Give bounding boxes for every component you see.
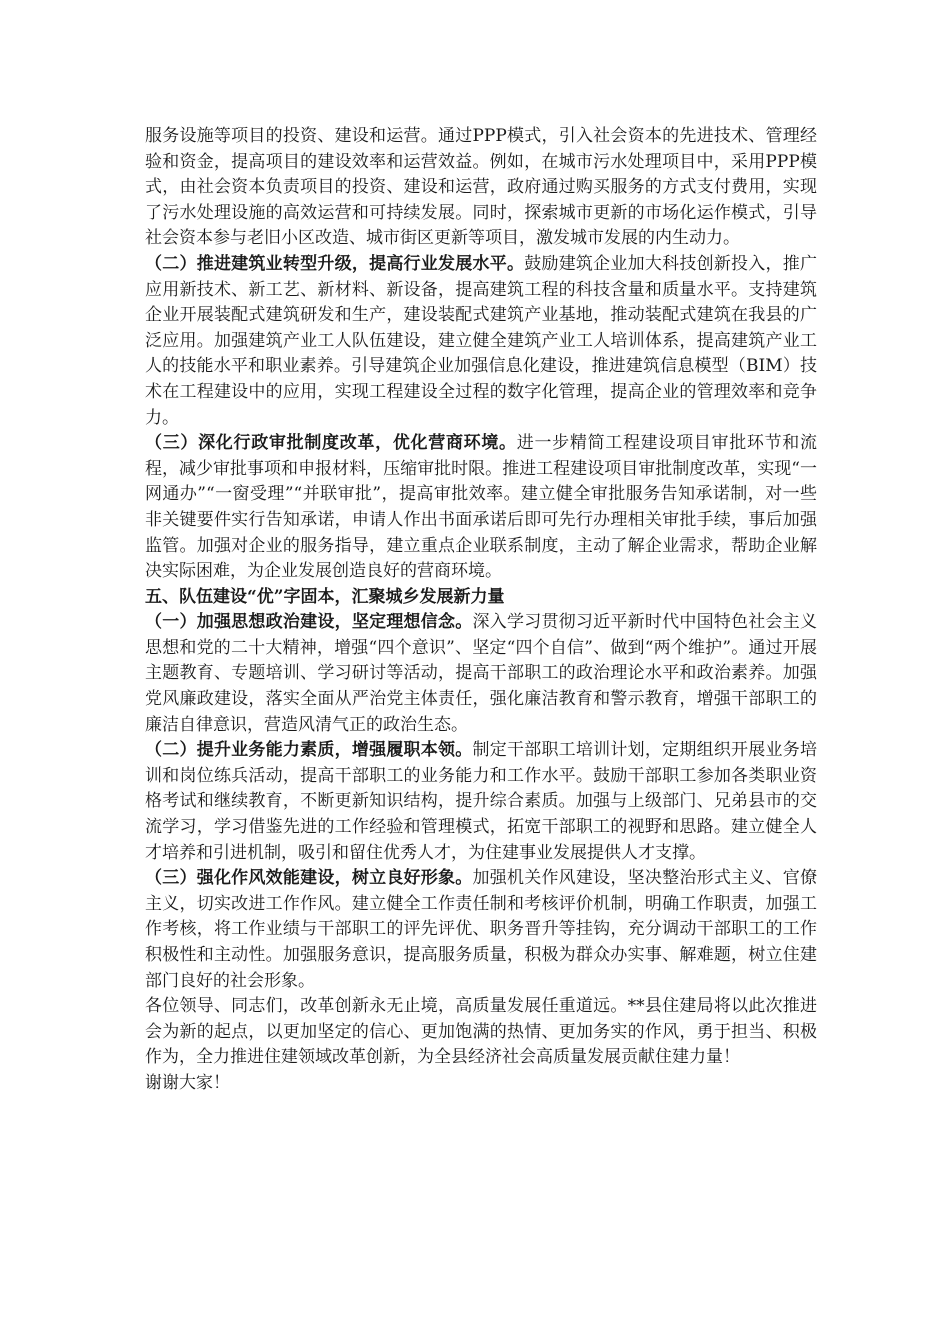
paragraph-professional-ability <box>145 738 817 866</box>
paragraph-body: 进一步精简工程建设项目审批环节和流程，减少审批事项和申报材料，压缩审批时限。推进工程建设项目审批制度改革，实现“一网通办”“一窗受理”“并联审批”，提高审批效率。建立健全审批服务告知承诺制，对一些非关键要件实行告知承诺，申请人作出书面承诺后即可先行办理相关审批手续，事后加强监管。加强对企业的服务指导，建立重点企业联系制度，主动了解企业需求，帮助企业解决实际困难，为企业发展创造良好的营商环境。 <box>145 433 818 582</box>
paragraph-administrative-approval-reform <box>145 431 817 585</box>
section-heading-team-building: 五、队伍建设“优”字固本，汇聚城乡发展新力量 <box>145 586 505 607</box>
paragraph-ppp-model <box>145 124 817 252</box>
document-body <box>145 124 817 1097</box>
paragraph-body: 各位领导、同志们，改革创新永无止境，高质量发展任重道远。**县住建局将以此次推进会为新的起点，以更加坚定的信心、更加饱满的热情、更加务实的作风，勇于担当、积极作为，全力推进住建领域改革创新，为全县经济社会高质量发展贡献住建力量！ <box>145 996 817 1068</box>
paragraph-lead: （二）推进建筑业转型升级，提高行业发展水平。 <box>145 253 525 274</box>
paragraph-body: 制定干部职工培训计划，定期组织开展业务培训和岗位练兵活动，提高干部职工的业务能力和工作水平。鼓励干部职工参加各类职业资格考试和继续教育，不断更新知识结构，提升综合素质。加强与上级部门、兄弟县市的交流学习，学习借鉴先进的工作经验和管理模式，拓宽干部职工的视野和思路。建立健全人才培养和引进机制，吸引和留住优秀人才，为住建事业发展提供人才支撑。 <box>145 740 817 863</box>
paragraph-body: 谢谢大家！ <box>145 1072 230 1093</box>
paragraph-thanks <box>145 1071 817 1097</box>
paragraph-work-style <box>145 866 817 994</box>
paragraph-political-building <box>145 610 817 738</box>
paragraph-body: 深入学习贯彻习近平新时代中国特色社会主义思想和党的二十大精神，增强“四个意识”、坚定“四个自信”、做到“两个维护”。通过开展主题教育、专题培训、学习研讨等活动，提高干部职工的政治理论水平和政治素养。加强党风廉政建设，落实全面从严治党主体责任，强化廉洁教育和警示教育，增强干部职工的廉洁自律意识，营造风清气正的政治生态。 <box>145 612 817 735</box>
paragraph-construction-industry-upgrade <box>145 252 817 431</box>
paragraph-lead: （三）深化行政审批制度改革，优化营商环境。 <box>145 433 517 454</box>
paragraph-lead: （三）强化作风效能建设，树立良好形象。 <box>145 868 473 889</box>
paragraph-body: 加强机关作风建设，坚决整治形式主义、官僚主义，切实改进工作作风。建立健全工作责任制和考核评价机制，明确工作职责，加强工作考核，将工作业绩与干部职工的评先评优、职务晋升等挂钩，充分调动干部职工的工作积极性和主动性。加强服务意识，提高服务质量，积极为群众办实事、解难题，树立住建部门良好的社会形象。 <box>145 868 817 991</box>
paragraph-lead: （一）加强思想政治建设，坚定理想信念。 <box>145 612 473 633</box>
paragraph-lead: （二）提升业务能力素质，增强履职本领。 <box>145 740 473 761</box>
paragraph-body: 服务设施等项目的投资、建设和运营。通过PPP模式，引入社会资本的先进技术、管理经验和资金，提高项目的建设效率和运营效益。例如，在城市污水处理项目中，采用PPP模式，由社会资本负责项目的投资、建设和运营，政府通过购买服务的方式支付费用，实现了污水处理设施的高效运营和可持续发展。同时，探索城市更新的市场化运作模式，引导社会资本参与老旧小区改造、城市街区更新等项目，激发城市发展的内生动力。 <box>145 126 817 249</box>
paragraph-body: 鼓励建筑企业加大科技创新投入，推广应用新技术、新工艺、新材料、新设备，提高建筑工程的科技含量和质量水平。支持建筑企业开展装配式建筑研发和生产，建设装配式建筑产业基地，推动装配式建筑在我县的广泛应用。加强建筑产业工人队伍建设，建立健全建筑产业工人培训体系，提高建筑产业工人的技能水平和职业素养。引导建筑企业加强信息化建设，推进建筑信息模型（BIM）技术在工程建设中的应用，实现工程建设全过程的数字化管理，提高企业的管理效率和竞争力。 <box>145 253 818 428</box>
paragraph-closing-remarks <box>145 994 817 1071</box>
